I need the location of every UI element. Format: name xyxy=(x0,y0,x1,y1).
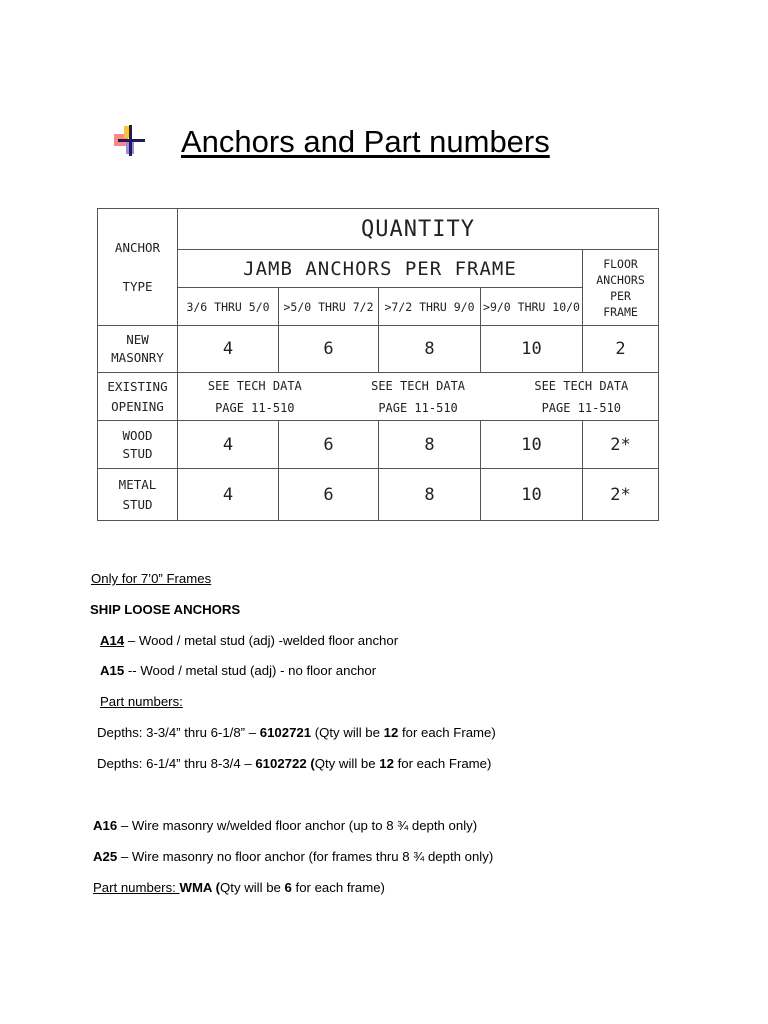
anchor-label: ANCHOR xyxy=(114,240,161,255)
a14-code: A14 xyxy=(100,633,125,648)
floor-anchors-header: FLOOR ANCHORS PER FRAME xyxy=(583,250,659,326)
table-cell: 8 xyxy=(379,421,481,469)
ship-loose-heading: SHIP LOOSE ANCHORS xyxy=(90,602,241,617)
table-cell: 4 xyxy=(178,421,279,469)
a16-code: A16 xyxy=(93,818,118,833)
table-cell: 6 xyxy=(279,421,379,469)
anchor-type-header xyxy=(98,209,178,326)
table-cell: 8 xyxy=(379,469,481,521)
a15-item: A15 -- Wood / metal stud (adj) - no floor anchor xyxy=(100,663,377,678)
table-row xyxy=(98,373,659,421)
anchor-quantity-table xyxy=(97,208,659,521)
part-numbers-label: Part numbers: xyxy=(100,694,183,709)
row-label: WOOD STUD xyxy=(98,421,178,469)
frames-note: Only for 7’0” Frames xyxy=(91,571,212,586)
row-label: EXISTING OPENING xyxy=(98,373,178,421)
table-cell: 4 xyxy=(178,469,279,521)
jamb-anchors-header: JAMB ANCHORS PER FRAME xyxy=(178,250,583,288)
page-title: Anchors and Part numbers xyxy=(181,124,550,159)
table-row xyxy=(98,326,659,373)
column-header: 3/6 THRU 5/0 xyxy=(178,288,279,326)
column-header: >7/2 THRU 9/0 xyxy=(379,288,481,326)
row-label: METAL STUD xyxy=(98,469,178,521)
see-tech-data-note: SEE TECH DATA PAGE 11-510 xyxy=(534,378,629,415)
column-header: >9/0 THRU 10/0 xyxy=(481,288,583,326)
table-cell: 6 xyxy=(279,469,379,521)
a16-item: A16 – Wire masonry w/welded floor anchor (up to 8 ¾ depth only) xyxy=(93,818,478,833)
a25-code: A25 xyxy=(93,849,118,864)
table-cell: 8 xyxy=(379,326,481,373)
a14-item: A14 – Wood / metal stud (adj) -welded floor anchor xyxy=(100,633,399,648)
see-tech-data-note: SEE TECH DATA PAGE 11-510 xyxy=(371,378,466,415)
table-cell: 10 xyxy=(481,421,583,469)
a25-item: A25 – Wire masonry no floor anchor (for frames thru 8 ¾ depth only) xyxy=(93,849,494,864)
depth-line-1: Depths: 3-3/4” thru 6-1/8” – 6102721 (Qty will be 12 for each Frame) xyxy=(97,725,496,740)
table-cell: 6 xyxy=(279,326,379,373)
row-label: NEW MASONRY xyxy=(98,326,178,373)
depth-line-2: Depths: 6-1/4” thru 8-3/4 – 6102722 (Qty will be 12 for each Frame) xyxy=(97,756,492,771)
a15-code: A15 xyxy=(100,663,125,678)
see-tech-data-note: SEE TECH DATA PAGE 11-510 xyxy=(207,378,302,415)
type-label: TYPE xyxy=(122,279,153,294)
quantity-header: QUANTITY xyxy=(178,209,659,250)
wma-line: Part numbers: WMA (Qty will be 6 for each frame) xyxy=(93,880,385,895)
table-cell: 4 xyxy=(178,326,279,373)
see-tech-data-cell xyxy=(178,373,659,421)
table-cell-floor: 2 xyxy=(583,326,659,373)
bullet-icon xyxy=(112,124,148,158)
table-row xyxy=(98,421,659,469)
table-row xyxy=(98,469,659,521)
column-header: >5/0 THRU 7/2 xyxy=(279,288,379,326)
table-cell-floor: 2* xyxy=(583,421,659,469)
table-cell: 10 xyxy=(481,469,583,521)
table-cell: 10 xyxy=(481,326,583,373)
table-cell-floor: 2* xyxy=(583,469,659,521)
